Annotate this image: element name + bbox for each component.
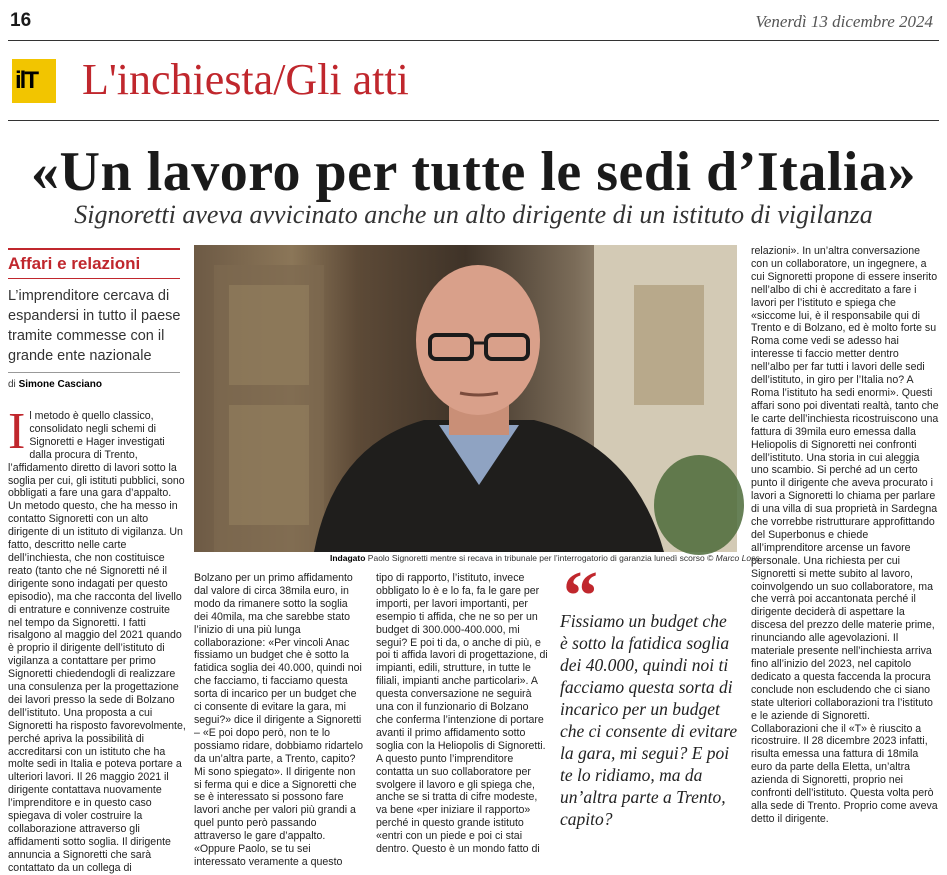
author-name: Simone Casciano [18, 379, 102, 390]
photo-credit: © Marco Loss [707, 553, 760, 563]
caption-label: Indagato [330, 553, 366, 563]
header-rule [8, 40, 939, 41]
logo-text: ilT [15, 67, 37, 94]
photo-caption [330, 553, 760, 563]
column-3-text: tipo di rapporto, l’istituto, invece obbligato lo è e lo fa, fa le gare per importi, per lavori importanti, per esempio ti affida, che ne so per un budget di 300.000-400.000, mi segui? E poi ti da, o anche di più, e poi ti affida lavori di progettazione, di impianti, edili, strutture, in tutte le filiali, impianti anche particolari». A questa conversazione ne seguirà una con il funzionario di Bolzano che conferma l’intenzione di portare avanti il primo affidamento sotto soglia con la Heliopolis di Signoretti. A questo punto l’imprenditore contatta un suo collaboratore per svolgere il lavoro e gli spiega che, anche se si tratta di cifre modeste, va bene «per iniziare il rapporto» perché in questo grande istituto «entri con un piede e poi ci stai dentro. Questo è un mondo fatto di [376, 572, 548, 856]
column-1-text: l metodo è quello classico, consolidato negli schemi di Signoretti e Hager investigati dalla procura di Trento, l’affidamento diretto di lavori sotto la soglia per cui, gli istituti pubblici, sono obbligati a fare una gara d’appalto. Un metodo questo, che ha messo in contatto Signoretti con un alto dirigente di un istituto di vigilanza. Un fatto, descritto nelle carte dell’inchiesta, che non costituisce reato (tanto che né Signoretti né il dirigente sono indagati per questo episodio), ma che racconta del livello di entrature e connivenze costruite nel tempo da Signoretti. I fatti risalgono al maggio del 2021 quando è proprio il dirigente dell’istituto di vigilanza a contattare per primo Signoretti chiedendogli di realizzare una consulenza per la progettazione dei lavori presso la sede di Bolzano dell’istituto. Una proposta a cui Signoretti ha risposto favorevolmente, perché apriva la possibilità di accreditarsi con un istituto che ha molte sedi in Italia e poteva portare a ulteriori lavori. Il 26 maggio 2021 il dirigente contattava nuovamente l’imprenditore e in questo caso spiegava di voler costruire la collaborazione attraverso gli affidamenti sotto soglia. Il dirigente annuncia a Signoretti che sarà contattato da un collega di [8, 410, 186, 874]
pull-quote: Fissiamo un budget che è sotto la fatidica soglia dei 40.000, quindi noi ti facciamo questa sorta di incarico per un budget che ci consente di evitare la gara, mi segui? E poi te lo ridiamo, ma da un’altra parte a Trento, capito? [560, 611, 738, 829]
section-title: L'inchiesta/Gli atti [82, 55, 409, 104]
article-photo [194, 245, 737, 552]
caption-text: Paolo Signoretti mentre si recava in tribunale per l’interrogatorio di garanzia lunedì scorso [367, 553, 705, 563]
article-column-1 [8, 403, 186, 874]
photo-illustration [194, 245, 737, 552]
page-number: 16 [10, 10, 32, 31]
article-column-3 [376, 572, 548, 856]
article-column-4 [751, 245, 939, 842]
kicker-top-rule [8, 248, 180, 250]
byline [8, 379, 102, 390]
drop-cap: I [8, 403, 26, 460]
article-column-2 [194, 572, 364, 868]
newspaper-logo [12, 59, 56, 103]
byline-prefix: di [8, 379, 16, 390]
kicker: Affari e relazioni [8, 254, 141, 273]
summary: L’imprenditore cercava di espandersi in tutto il paese tramite commesse con il grande ente nazionale [8, 288, 181, 364]
section-rule [8, 120, 939, 121]
column-4-text: relazioni». In un’altra conversazione con un collaboratore, un ingegnere, a cui Signoretti propone di essere inserito nell’albo di chi è accreditato a fare i lavori per l’istituto e spiega che «siccome lui, è il responsabile qui di Trento e di Bolzano, ed è molto forte su Roma come vedi se adesso hai interesse ti faccio metter dentro nell’albo per far tutti i lavori delle sedi dell’istituto, in giro per l’Italia no? A Roma l’istituto ha sedi enormi». Questi affari sono poi diventati realtà, tanto che le carte dell’inchiesta ricostruiscono una fattura di 39mila euro emessa dalla Heliopolis di Signoretti nei confronti dell’istituto. Una storia in cui aleggia uno scambio. Si perché ad un certo punto il dirigente che aveva procurato i lavori a Signoretti lo chiama per parlare di una villa di sua proprietà in Sardegna che vorrebbe ristrutturare approfittando del Superbonus e chiede all’imprenditore arcense un favore personale. Una richiesta per cui Signoretti si mette subito al lavoro, coinvolgendo un suo collaboratore, ma che verrà poi accantonata perché il dirigente deciderà di aspettare la discesa del prezzo delle materie prime, rinunciando alle agevolazioni. Il materiale presente nell’inchiesta arriva fino all’inizio del 2023, nel capitolo dedicato a questa faccenda la procura conclude non escludendo che ci siano state ulteriori collaborazioni tra l’istituto e le aziende di Signoretti. Collaborazioni che il «T» è riuscito a ricostruire. Il 28 dicembre 2023 infatti, risulta emessa una fattura di 18mila euro da parte della Eletta, un’altra azienda di Signoretti, proprio nei confronti dell’istituto. Questa volta però alla sede di Trento. Proprio come aveva detto il dirigente. [751, 245, 939, 825]
headline: «Un lavoro per tutte le sedi d’Italia» [31, 141, 916, 203]
byline-rule [8, 372, 180, 373]
page-date: Venerdì 13 dicembre 2024 [755, 12, 933, 31]
column-2-text: Bolzano per un primo affidamento dal valore di circa 38mila euro, in modo da rimanere sotto la soglia dei 40mila, ma che sarebbe stato l’inizio di una più lunga collaborazione: «Per vincoli Anac fissiamo un budget che è sotto la fatidica soglia dei 40.000, quindi noi che facciamo, ti facciamo questa sorta di incarico per un budget che ci consente di evitare la gara, mi segui?» dice il dirigente a Signoretti – «E poi dopo però, non te lo possiamo ridare, dobbiamo ridartelo da un’altra parte, a Trento, capito? Mi sono spiegato». Il dirigente non si ferma qui e dice a Signoretti che se è interessato si possono fare lavori anche per valori più grandi a quel punto però passando attraverso le gare d’appalto. «Oppure Paolo, se tu sei interessato veramente a questo [194, 572, 363, 868]
kicker-bottom-rule [8, 278, 180, 279]
quote-mark-icon: “ [563, 558, 598, 635]
subheadline: Signoretti aveva avvicinato anche un alto dirigente di un istituto di vigilanza [74, 200, 873, 229]
